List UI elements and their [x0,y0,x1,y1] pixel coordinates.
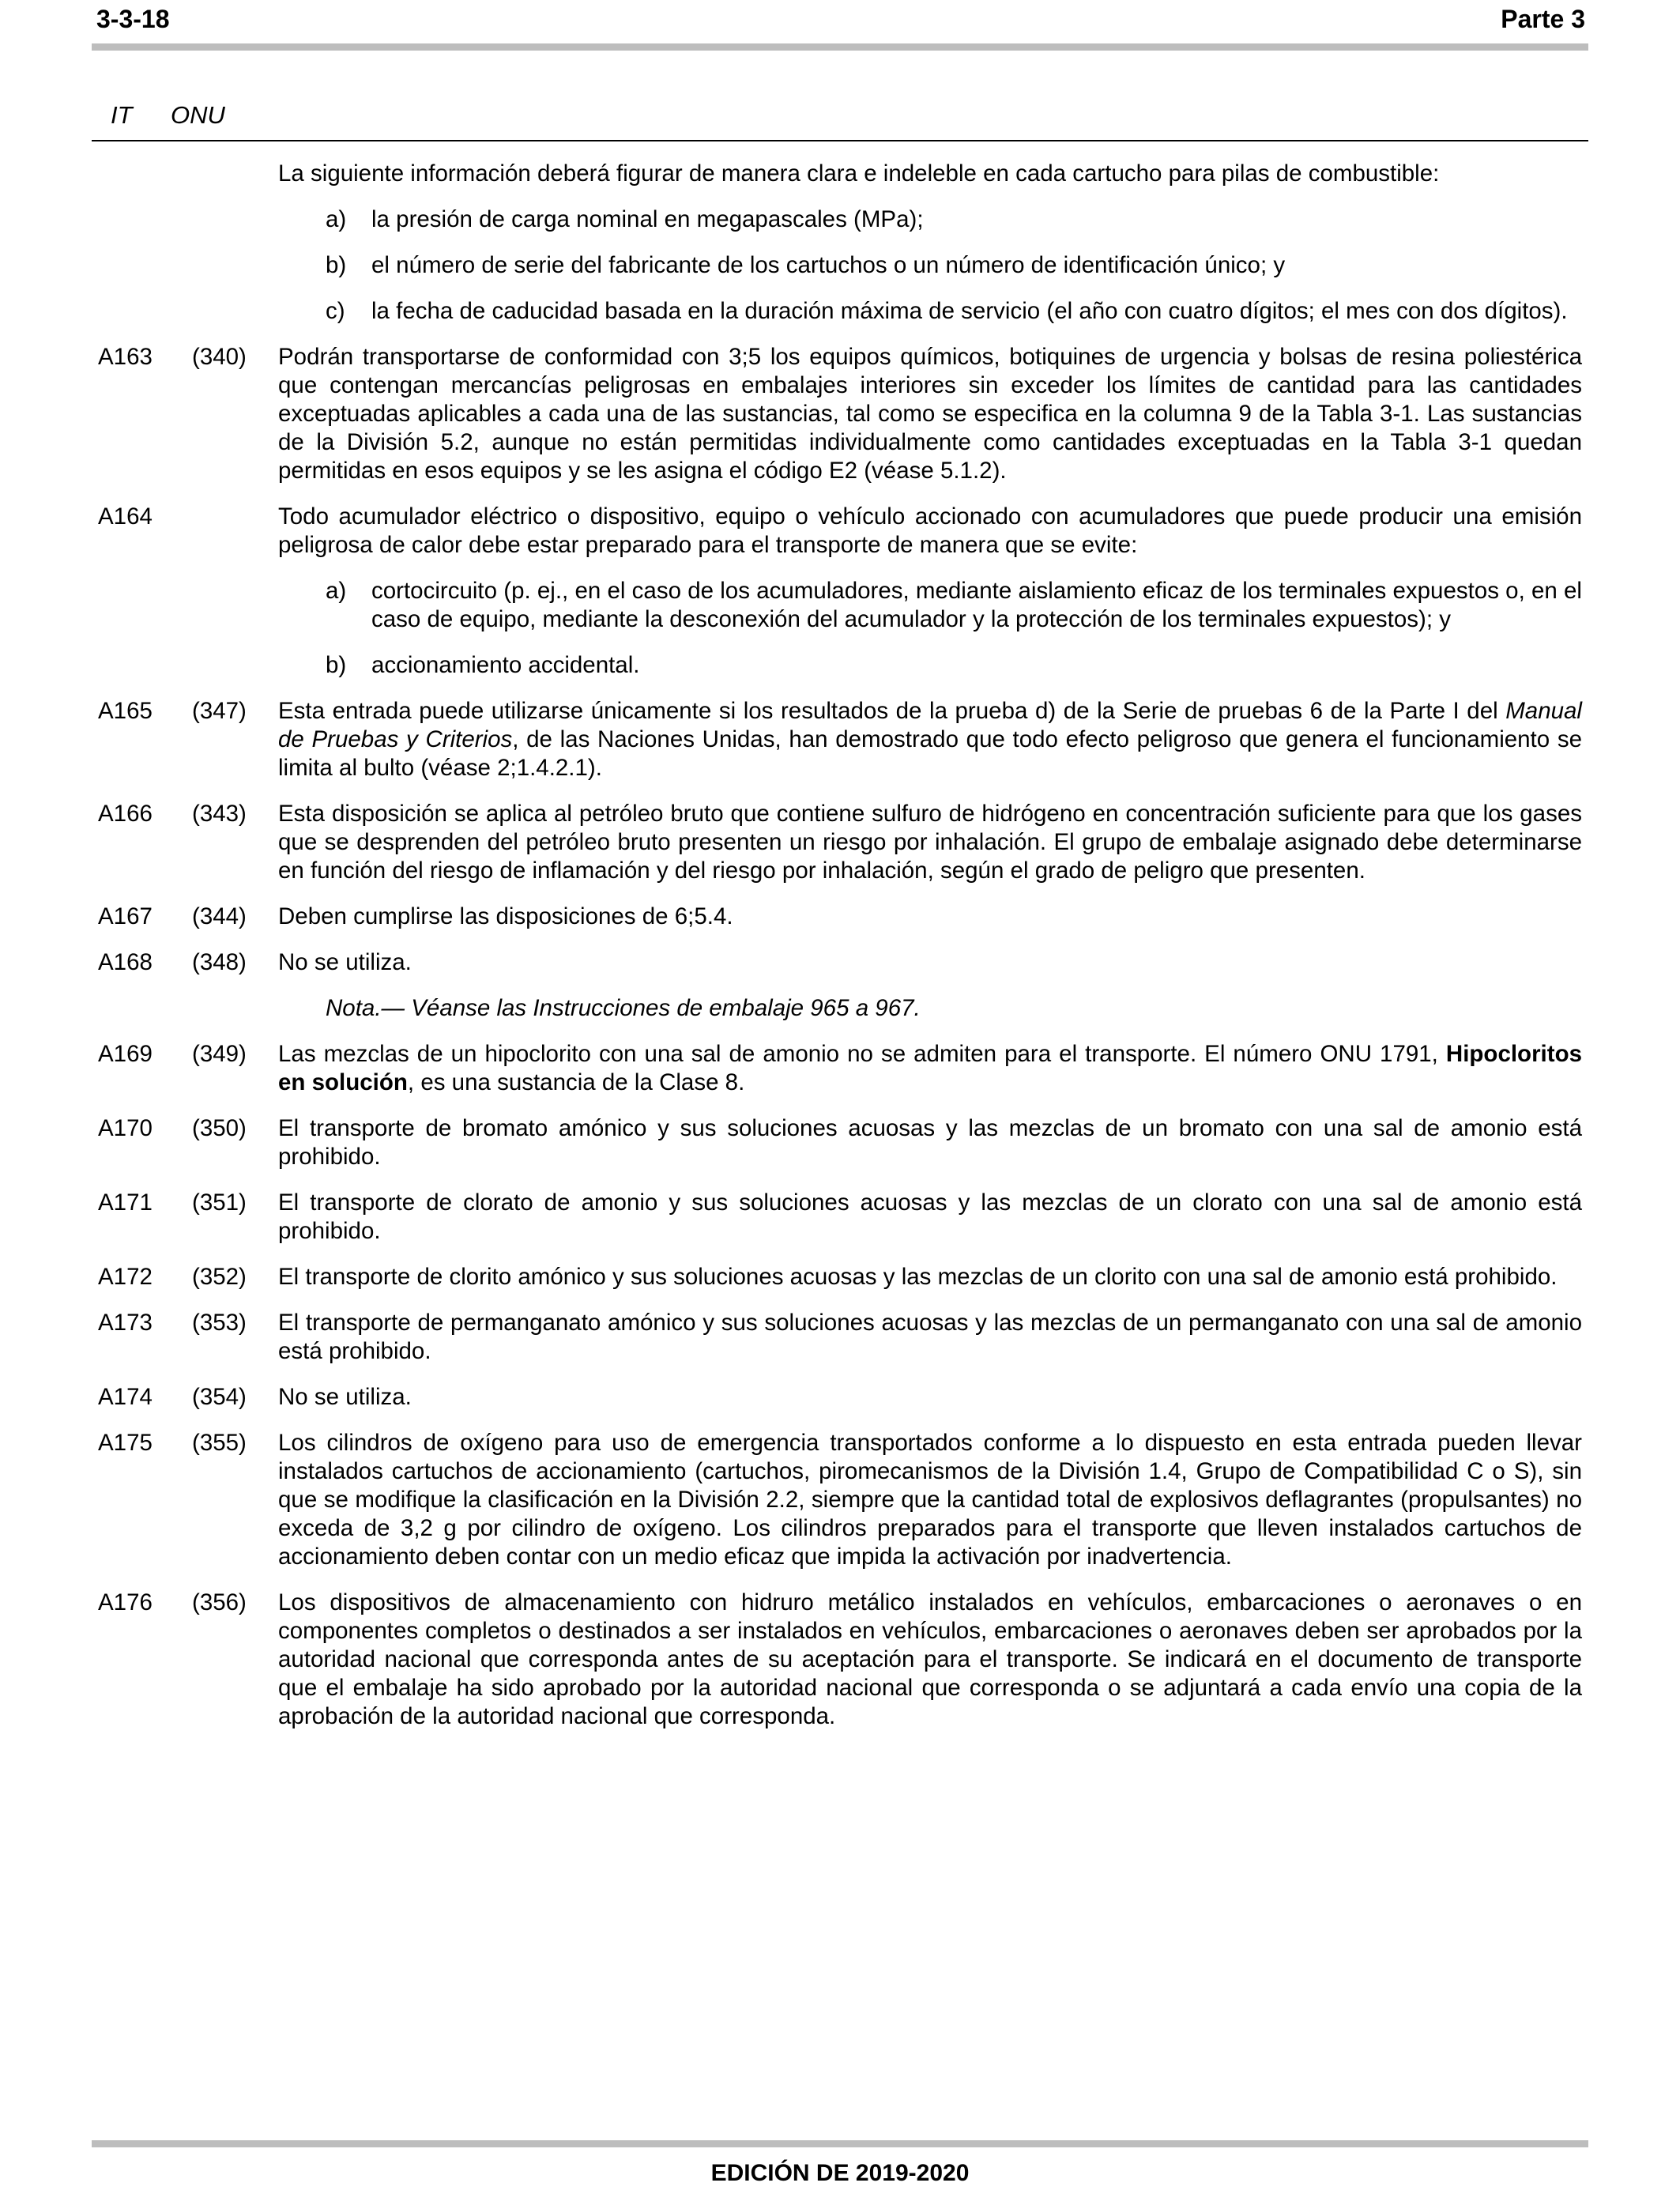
provision-text: Deben cumplirse las disposiciones de 6;5.4. [278,903,733,929]
manual-title: Manual de Pruebas y Criterios [278,698,1582,752]
column-heading-it: IT [111,101,133,129]
provision-code: A169 [98,1041,153,1067]
un-number: (343) [192,801,247,827]
provision-a172 [0,1263,1680,1291]
provision-text: Todo acumulador eléctrico o dispositivo, equipo o vehículo accionado con acumuladores que puede producir una emisión peligrosa de calor debe estar preparado para el transporte de manera que se evite: [278,503,1582,558]
provision-a175 [0,1429,1680,1571]
provision-a176 [0,1589,1680,1731]
provision-text-part: , es una sustancia de la Clase 8. [407,1069,745,1095]
un-number: (347) [192,698,247,724]
list-item [278,577,1582,634]
provision-code: A175 [98,1430,153,1456]
provision-text [278,697,1582,782]
list-letter: a) [326,206,347,232]
provision-a166 [0,800,1680,885]
intro-text: La siguiente información deberá figurar de manera clara e indeleble en cada cartucho para pilas de combustible: [278,160,1440,187]
intro-paragraph [0,160,1680,326]
provision-a170 [0,1114,1680,1171]
page-number: 3-3-18 [96,5,170,33]
un-number: (351) [192,1189,247,1216]
list-item [278,651,1582,680]
provision-text: El transporte de permanganato amónico y sus soluciones acuosas y las mezclas de un permanganato con una sal de amonio está prohibido. [278,1310,1582,1364]
list-letter: b) [326,652,347,678]
provision-a163 [0,343,1680,485]
provision-text: El transporte de bromato amónico y sus soluciones acuosas y las mezclas de un bromato con una sal de amonio está prohibido. [278,1115,1582,1170]
provision-code: A172 [98,1264,153,1290]
provision-text [278,1040,1582,1097]
un-number: (352) [192,1264,247,1290]
un-number: (350) [192,1115,247,1141]
provision-a173 [0,1309,1680,1366]
provision-a164 [0,503,1680,680]
header-divider [92,43,1588,51]
provision-code: A167 [98,903,153,929]
un-number: (349) [192,1041,247,1067]
provision-list [278,577,1582,680]
list-text: el número de serie del fabricante de los cartuchos o un número de identificación único; y [371,252,1286,278]
list-letter: a) [326,578,347,604]
un-number: (344) [192,903,247,929]
provision-a171 [0,1189,1680,1246]
provision-code: A173 [98,1310,153,1336]
provisions-list [0,160,1680,1748]
provision-text: Podrán transportarse de conformidad con 3;5 los equipos químicos, botiquines de urgencia y bolsas de resina poliestérica que contengan mercancías peligrosas en embalajes interiores sin exceder los límites de cantidad para las cantidades exceptuadas aplicables a cada una de las sustancias, tal como se especifica en la columna 9 de la Tabla 3-1. Las sustancias de la División 5.2, aunque no están permitidas individualmente como cantidades exceptuadas en la Tabla 3-1 quedan permitidas en esos equipos y se les asigna el código E2 (véase 5.1.2). [278,344,1582,484]
column-heading-onu: ONU [171,101,225,129]
list-item [278,297,1582,326]
provision-text: Los cilindros de oxígeno para uso de emergencia transportados conforme a lo dispuesto en esta entrada pueden llevar instalados cartuchos de accionamiento (cartuchos, piromecanismos de la División 1.4, Grupo de Compatibilidad C o S), sin que se modifique la clasificación en la División 2.2, siempre que la cantidad total de explosivos deflagrantes (propulsantes) no exceda de 3,2 g por cilindro de oxígeno. Los cilindros preparados para el transporte que lleven instalados cartuchos de accionamiento deben contar con un medio eficaz que impida la activación por inadvertencia. [278,1430,1582,1570]
column-heading-divider [92,140,1588,141]
footer-divider [92,2140,1588,2147]
un-number: (348) [192,949,247,975]
provision-code: A166 [98,801,153,827]
provision-text: Los dispositivos de almacenamiento con hidruro metálico instalados en vehículos, embarcaciones o aeronaves o en componentes completos o destinados a ser instalados en vehículos, embarcaciones o aeronaves deben ser aprobados por la autoridad nacional que corresponda antes de su aceptación para el transporte. Se indicará en el documento de transporte que el embalaje ha sido aprobado por la autoridad nacional que corresponda o se adjuntará a cada envío una copia de la aprobación de la autoridad nacional que corresponda. [278,1589,1582,1729]
un-number: (353) [192,1310,247,1336]
un-number: (354) [192,1384,247,1410]
list-item [278,205,1582,234]
provision-text-part: Esta entrada puede utilizarse únicamente si los resultados de la prueba d) de la Serie de pruebas 6 de la Parte I del [278,698,1506,724]
provision-a174 [0,1383,1680,1412]
provision-text-part: , de las Naciones Unidas, han demostrado que todo efecto peligroso que genera el funcionamiento se limita al bulto (véase 2;1.4.2.1). [278,726,1582,781]
provision-a165 [0,697,1680,782]
list-text: cortocircuito (p. ej., en el caso de los acumuladores, mediante aislamiento eficaz de los terminales expuestos o, en el caso de equipo, mediante la desconexión del acumulador y la protección de los terminales expuestos); y [371,578,1582,632]
list-text: la presión de carga nominal en megapascales (MPa); [371,206,924,232]
un-number: (340) [192,344,247,370]
provision-a169 [0,1040,1680,1097]
provision-text: Esta disposición se aplica al petróleo bruto que contiene sulfuro de hidrógeno en concentración suficiente para que los gases que se desprenden del petróleo bruto presenten un riesgo por inhalación. El grupo de embalaje asignado debe determinarse en función del riesgo de inflamación y del riesgo por inhalación, según el grado de peligro que presenten. [278,801,1582,884]
provision-text: El transporte de clorato de amonio y sus soluciones acuosas y las mezclas de un clorato con una sal de amonio está prohibido. [278,1189,1582,1244]
provision-text-part: Las mezclas de un hipoclorito con una sal de amonio no se admiten para el transporte. El número ONU 1791, [278,1041,1446,1067]
list-text: accionamiento accidental. [371,652,640,678]
provision-code: A168 [98,949,153,975]
list-letter: b) [326,252,347,278]
list-item [278,251,1582,280]
provision-a167 [0,903,1680,931]
provision-code: A170 [98,1115,153,1141]
provision-note: Nota.— Véanse las Instrucciones de embalaje 965 a 967. [326,995,921,1021]
list-letter: c) [326,298,345,324]
provision-a168 [0,948,1680,1023]
list-text: la fecha de caducidad basada en la duración máxima de servicio (el año con cuatro dígitos; el mes con dos dígitos). [371,298,1568,324]
un-number: (355) [192,1430,247,1456]
provision-text: No se utiliza. [278,1384,412,1410]
provision-code: A164 [98,503,153,530]
provision-text: El transporte de clorito amónico y sus soluciones acuosas y las mezclas de un clorito con una sal de amonio está prohibido. [278,1264,1558,1290]
edition-footer: EDICIÓN DE 2019-2020 [710,2160,970,2186]
part-label: Parte 3 [1501,5,1585,33]
provision-code: A171 [98,1189,153,1216]
provision-code: A163 [98,344,153,370]
intro-list [278,205,1582,326]
provision-code: A165 [98,698,153,724]
substance-name: Hipocloritos en solución [278,1041,1582,1095]
provision-code: A176 [98,1589,153,1615]
un-number: (356) [192,1589,247,1615]
provision-text: No se utiliza. [278,949,412,975]
provision-code: A174 [98,1384,153,1410]
